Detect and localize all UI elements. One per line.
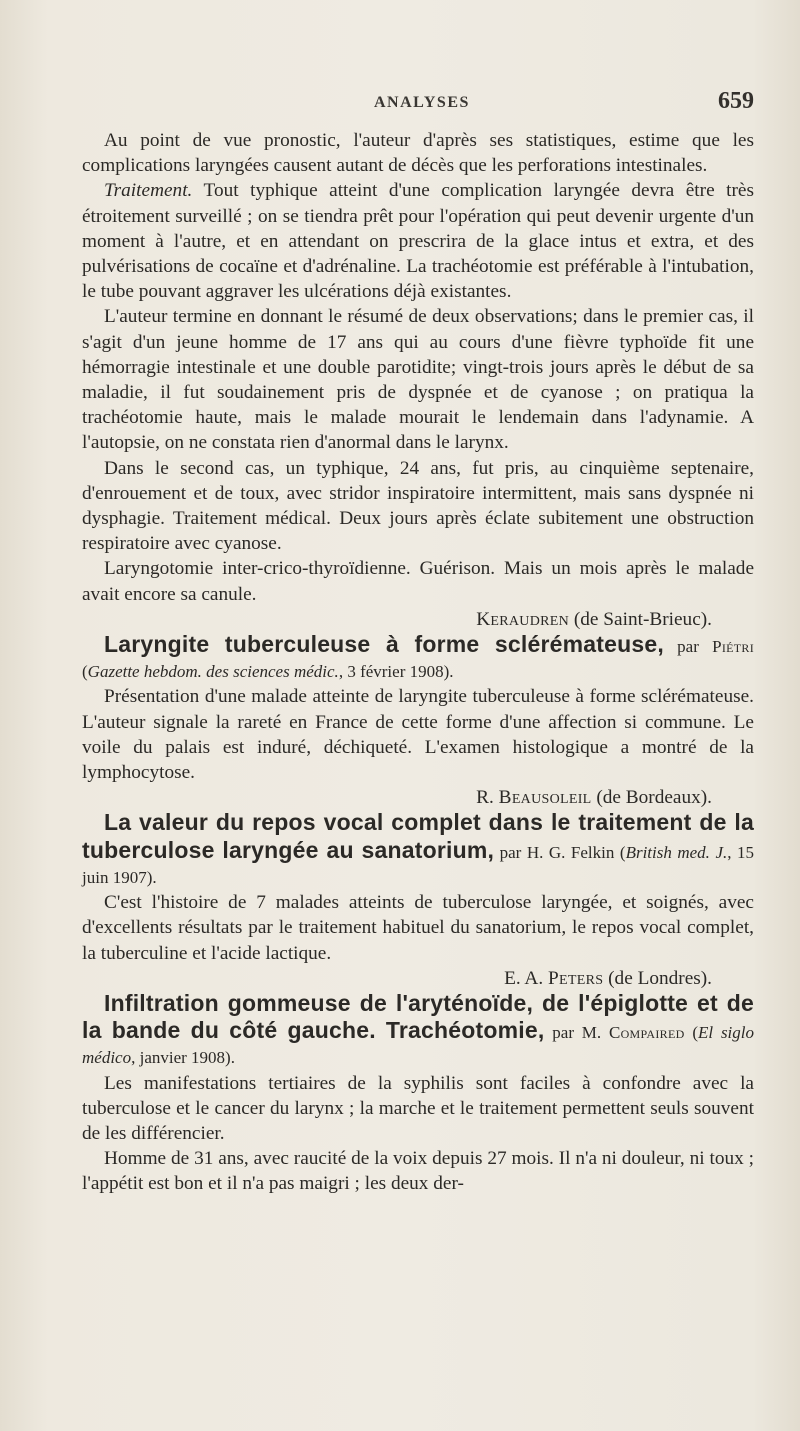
signature-name: Beausoleil [498,787,592,809]
ref-open: ( [614,842,626,862]
author-prefix: par M. [544,1023,609,1043]
article-body [82,128,754,1197]
paragraph-case: Homme de 31 ans, avec raucité de la voix depuis 27 mois. Il n'a ni douleur, ni toux ; l'appétit est bon et il n'a pas maigri ; les deux der- [82,1148,754,1195]
ref-open: ( [684,1023,699,1043]
heading-repos-vocal [82,810,754,890]
journal-name: Gazette hebdom. des sciences médic. [87,662,339,682]
paragraph-sanatorium: C'est l'histoire de 7 malades atteints de tuberculose laryngée, et soignés, avec d'excellents résultats par le traitement habituel du sanatorium, le repos vocal complet, la tuberculine et l'acide lactique. [82,892,754,964]
author-prefix: par [663,637,713,657]
page-number: 659 [718,88,754,114]
treatment-label: Traitement. [104,180,193,202]
signature-keraudren [82,607,754,632]
treatment-text: Tout typhique atteint d'une complication laryngée devra être très étroitement surveillé ; on se tiendra prêt pour l'opération qui peut devenir urgente d'un moment à l'autre, et en attendant on prescrira de la glace intus et extra, et des pulvérisations de cocaïne et d'adrénaline. La trachéotomie est préférable à l'intubation, le tube pouvant aggraver les ulcérations déjà existantes. [82,180,754,303]
page-header [0,88,800,118]
paragraph-syphilis: Les manifestations tertiaires de la syphilis sont faciles à confondre avec la tuberculose et le cancer du larynx ; la marche et le traitement permettent seuls souvent de les différencier. [82,1072,754,1144]
author-prefix: par [494,842,527,862]
signature-name: Keraudren [476,608,570,630]
paragraph-first-case: L'auteur termine en donnant le résumé de deux observations; dans le premier cas, il s'agit d'un jeune homme de 17 ans qui au cours d'une fièvre typhoïde fit une hémorragie intestinale et une double parotidite; vingt-trois jours après le début de sa maladie, il fut soudainement pris de dyspnée et de cyanose ; on pratiqua la trachéotomie haute, mais le malade mourait le lendemain dans l'adynamie. A l'autopsie, on ne constata rien d'anormal dans le larynx. [82,306,754,454]
signature-peters [82,966,754,991]
ref-open: ( [82,662,88,682]
journal-name: El siglo médico [82,1023,755,1068]
article-title: La valeur du repos vocal complet dans le traitement de la tuberculose laryngée au sanatorium, [82,809,754,863]
signature-beausoleil [82,785,754,810]
ref-date: , janvier 1908). [131,1048,235,1068]
ref-date: , 3 février 1908). [338,662,454,682]
article-title: Infiltration gommeuse de l'aryténoïde, de l'épiglotte et de la bande du côté gauche. Trachéotomie, [82,989,754,1044]
heading-laryngite-tuberculeuse [82,632,754,684]
article-title: Laryngite tuberculeuse à forme sclérémateuse, [104,631,664,658]
paragraph-treatment [82,178,754,304]
article-author: Piétri [712,637,754,657]
signature-name: Peters [548,967,604,989]
signature-place: (de Londres). [603,967,712,989]
paragraph-presentation: Présentation d'une malade atteinte de laryngite tuberculeuse à forme sclérémateuse. L'auteur signale la rareté en France de cette forme d'une affection si commune. Le voile du palais est induré, déchiqueté. L'examen histologique a montré de la lymphocytose. [82,686,754,784]
running-head: ANALYSES [374,94,470,111]
signature-place: (de Bordeaux). [591,787,712,809]
paragraph-prognosis: Au point de vue pronostic, l'auteur d'après ses statistiques, estime que les complications laryngées causent autant de décès que les perforations intestinales. [82,130,754,177]
heading-infiltration-gommeuse [82,991,754,1071]
article-author: H. G. Felkin [526,842,615,862]
ref-date: , 15 juin 1907). [82,842,755,887]
signature-initial: R. [476,787,499,809]
journal-name: British med. J. [625,842,728,862]
paragraph-second-case: Dans le second cas, un typhique, 24 ans, fut pris, au cinquième septenaire, d'enrouement et de toux, avec stridor inspiratoire intermittent, mais sans dyspnée ni dysphagie. Traitement médical. Deux jours après éclate subitement une obstruction respiratoire avec cyanose. [82,457,754,555]
signature-initial: E. A. [504,967,548,989]
paragraph-laryngotomy: Laryngotomie inter-crico-thyroïdienne. Guérison. Mais un mois après le malade avait encore sa canule. [82,558,754,605]
article-author: Compaired [608,1023,685,1043]
signature-place: (de Saint-Brieuc). [569,608,712,630]
